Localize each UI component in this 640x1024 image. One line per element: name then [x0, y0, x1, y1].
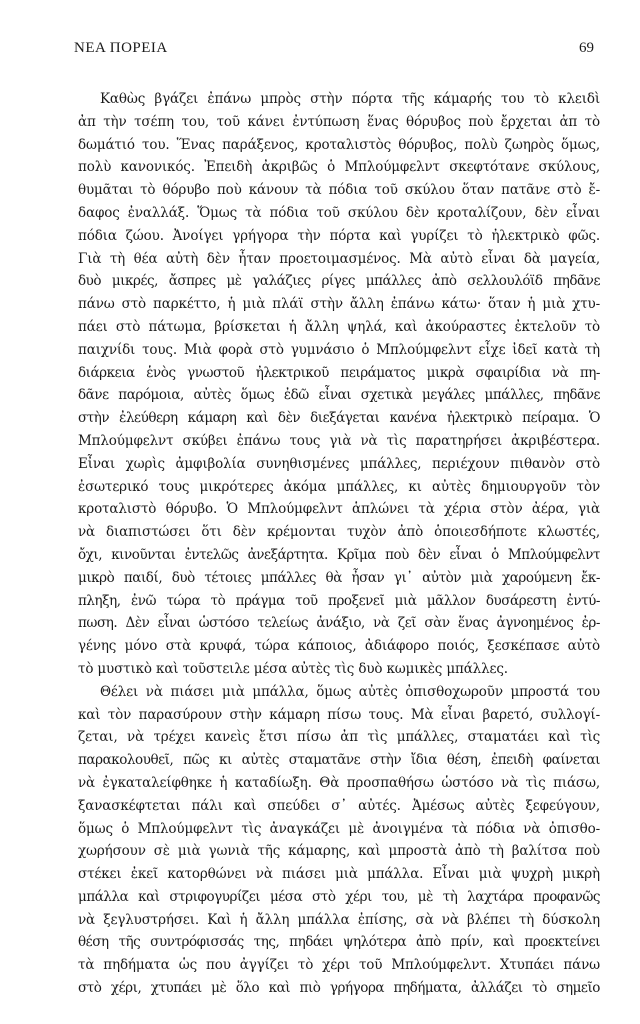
text-line: μικρὸ παιδί, δυὸ τέτοιες μπάλλες θὰ ἦσαν γι᾽ αὐτὸν μιὰ χαρούμενη ἔκ- [78, 569, 600, 586]
text-line: χωρήσουν σὲ μιὰ γωνιὰ τῆς κάμαρης, καὶ μπροστὰ ἀπὸ τὴ βαλίτσα ποὺ [78, 843, 600, 860]
page-number: 69 [579, 40, 594, 56]
text-line: ζεται, νὰ τρέχει κανεὶς ἔτσι πίσω ἀπ τὶς μπάλλες, σταματάει καὶ τὶς [78, 729, 600, 746]
text-line: πόδια ζώου. Ἀνοίγει γρήγορα τὴν πόρτα καὶ γυρίζει τὸ ἠλεκτρικὸ φῶς. [78, 227, 600, 244]
text-line: ξανασκέφτεται πάλι καὶ σπεύδει σ᾽ αὐτές. Ἀμέσως αὐτὲς ξεφεύγουν, [78, 797, 600, 814]
text-line: Γιὰ τὴ θέα αὐτὴ δὲν ἦταν προετοιμασμένος. Μὰ αὐτὸ εἶναι δὰ μαγεία, [78, 250, 600, 267]
text-line: νὰ ξεγλυστρήσει. Καὶ ἡ ἄλλη μπάλλα ἐπίσης, σὰ νὰ βλέπει τὴ δύσκολη [78, 911, 600, 928]
text-line: πληξη, ἐνῶ τώρα τὸ πράγμα τοῦ προξενεῖ μιὰ μᾶλλον δυσάρεστη ἐντύ- [78, 592, 600, 609]
text-line: Μπλούμφελντ σκύβει ἐπάνω τους γιὰ νὰ τὶς παρατηρήσει ἀκριβέστερα. [78, 432, 600, 449]
text-line: νὰ διαπιστώσει ὅτι δὲν κρέμονται τυχὸν ἀπὸ ὁποιεσδήποτε κλωστές, [78, 524, 600, 541]
text-line: ὄχι, κινοῦνται ἐντελῶς ἀνεξάρτητα. Κρῖμα ποὺ δὲν εἶναι ὁ Μπλούμφελντ [78, 546, 600, 563]
text-line: στὸ χέρι, χτυπάει μὲ ὅλο καὶ πιὸ γρήγορα πηδήματα, ἀλλάζει τὸ σημεῖο [78, 980, 600, 997]
text-line: θυμᾶται τὸ θόρυβο ποὺ κάνουν τὰ πόδια τοῦ σκύλου ὅταν πατᾶνε στὸ ἔ- [78, 182, 600, 199]
text-line: νὰ ἐγκαταλείφθηκε ἡ καταδίωξη. Θὰ προσπαθήσω ὡστόσο νὰ τὶς πιάσω, [78, 774, 600, 791]
text-line: παιχνίδι τους. Μιὰ φορὰ στὸ γυμνάσιο ὁ Μπλούμφελντ εἶχε ἰδεῖ κατὰ τὴ [78, 341, 600, 358]
text-line: πάει στὸ πάτωμα, βρίσκεται ἡ ἄλλη ψηλά, καὶ ἀκούραστες ἐκτελοῦν τὸ [78, 318, 600, 335]
text-line: παρακολουθεῖ, πῶς κι αὐτὲς σταματᾶνε στὴν ἴδια θέση, ἐπειδὴ φαίνεται [78, 752, 600, 769]
text-line: ὅμως ὁ Μπλούμφελντ τὶς ἀναγκάζει μὲ ἀνοιγμένα τὰ πόδια νὰ ὀπισθο- [78, 820, 600, 837]
text-line: θέση τῆς συντρόφισσάς της, πηδάει ψηλότερα ἀπὸ πρίν, καὶ προεκτείνει [78, 934, 600, 951]
text-line: ἀπ τὴν τσέπη του, τοῦ κάνει ἐντύπωση ἕνας θόρυβος ποὺ ἔρχεται ἀπ τὸ [78, 113, 600, 130]
text-line: τὰ πηδήματα ὡς που ἀγγίζει τὸ χέρι τοῦ Μπλούμφελντ. Χτυπάει πάνω [78, 957, 600, 974]
text-line: Εἶναι χωρὶς ἀμφιβολία συνηθισμένες μπάλλες, περιέχουν πιθανὸν στὸ [78, 455, 600, 472]
text-line: τὸ μυστικὸ καὶ τοῦστειλε μέσα αὐτὲς τὶς δυὸ κωμικὲς μπάλλες. [78, 660, 508, 677]
text-line: στὴν ἐλεύθερη κάμαρη καὶ δὲν διεξάγεται κανένα ἠλεκτρικὸ πείραμα. Ὁ [78, 410, 600, 427]
text-line: καὶ τὸν παρασύρουν στὴν κάμαρη πίσω τους. Μὰ εἶναι βαρετό, συλλογί- [78, 706, 600, 723]
text-line: διάρκεια ἑνὸς γνωστοῦ ἠλεκτρικοῦ πειράματος μικρὰ σφαιρίδια νὰ πη- [78, 364, 600, 381]
text-line: πωση. Δὲν εἶναι ὡστόσο τελείως ἀνάξιο, νὰ ζεῖ σὰν ἕνας ἀγνοημένος ἐρ- [78, 615, 600, 632]
journal-title: ΝΕΑ ΠΟΡΕΙΑ [74, 40, 168, 56]
text-line: πάνω στὸ παρκέττο, ἡ μιὰ πλάϊ στὴν ἄλλη ἐπάνω κάτω· ὅταν ἡ μιὰ χτυ- [78, 296, 600, 313]
running-header [74, 40, 594, 64]
text-line: δᾶνε παρόμοια, αὐτὲς ὅμως ἐδῶ εἶναι σχετικὰ μεγάλες μπάλλες, πηδᾶνε [78, 387, 600, 404]
text-line: Θέλει νὰ πιάσει μιὰ μπάλλα, ὅμως αὐτὲς ὀπισθοχωροῦν μπροστά του [100, 683, 600, 700]
text-line: στέκει ἐκεῖ κατορθώνει νὰ πιάσει μιὰ μπάλλα. Εἶναι μιὰ ψυχρὴ μικρὴ [78, 866, 600, 883]
text-line: δωμάτιό του. Ἕνας παράξενος, κροταλιστὸς θόρυβος, πολὺ ζωηρὸς ὅμως, [78, 136, 600, 153]
text-line: ἐσωτερικό τους μικρότερες ἀκόμα μπάλλες, κι αὐτὲς δημιουργοῦν τὸν [78, 478, 600, 495]
text-line: πολὺ κανονικός. Ἐπειδὴ ἀκριβῶς ὁ Μπλούμφελντ σκεφτότανε σκύλους, [78, 159, 600, 176]
text-line: Καθὼς βγάζει ἐπάνω μπρὸς στὴν πόρτα τῆς κάμαρής του τὸ κλειδὶ [100, 91, 600, 107]
text-line: δαφος ἐναλλάξ. Ὅμως τὰ πόδια τοῦ σκύλου δὲν κροταλίζουν, δὲν εἶναι [78, 204, 600, 221]
text-line: δυὸ μικρές, ἄσπρες μὲ γαλάζιες ρίγες μπάλλες ἀπὸ σελλουλόϊδ πηδᾶνε [78, 273, 600, 290]
text-line: κροταλιστὸ θόρυβο. Ὁ Μπλούμφελντ ἁπλώνει τὰ χέρια στὸν ἀέρα, γιὰ [78, 501, 600, 518]
body-text [78, 88, 600, 1000]
text-line: γένης μόνο στὰ κρυφά, τώρα κάποιος, ἀδιάφορο ποιός, ξεσκέπασε αὐτὸ [78, 638, 600, 655]
text-line: μπάλλα καὶ στριφογυρίζει μέσα στὸ χέρι του, μὲ τὴ λαχτάρα προφανῶς [78, 888, 600, 905]
